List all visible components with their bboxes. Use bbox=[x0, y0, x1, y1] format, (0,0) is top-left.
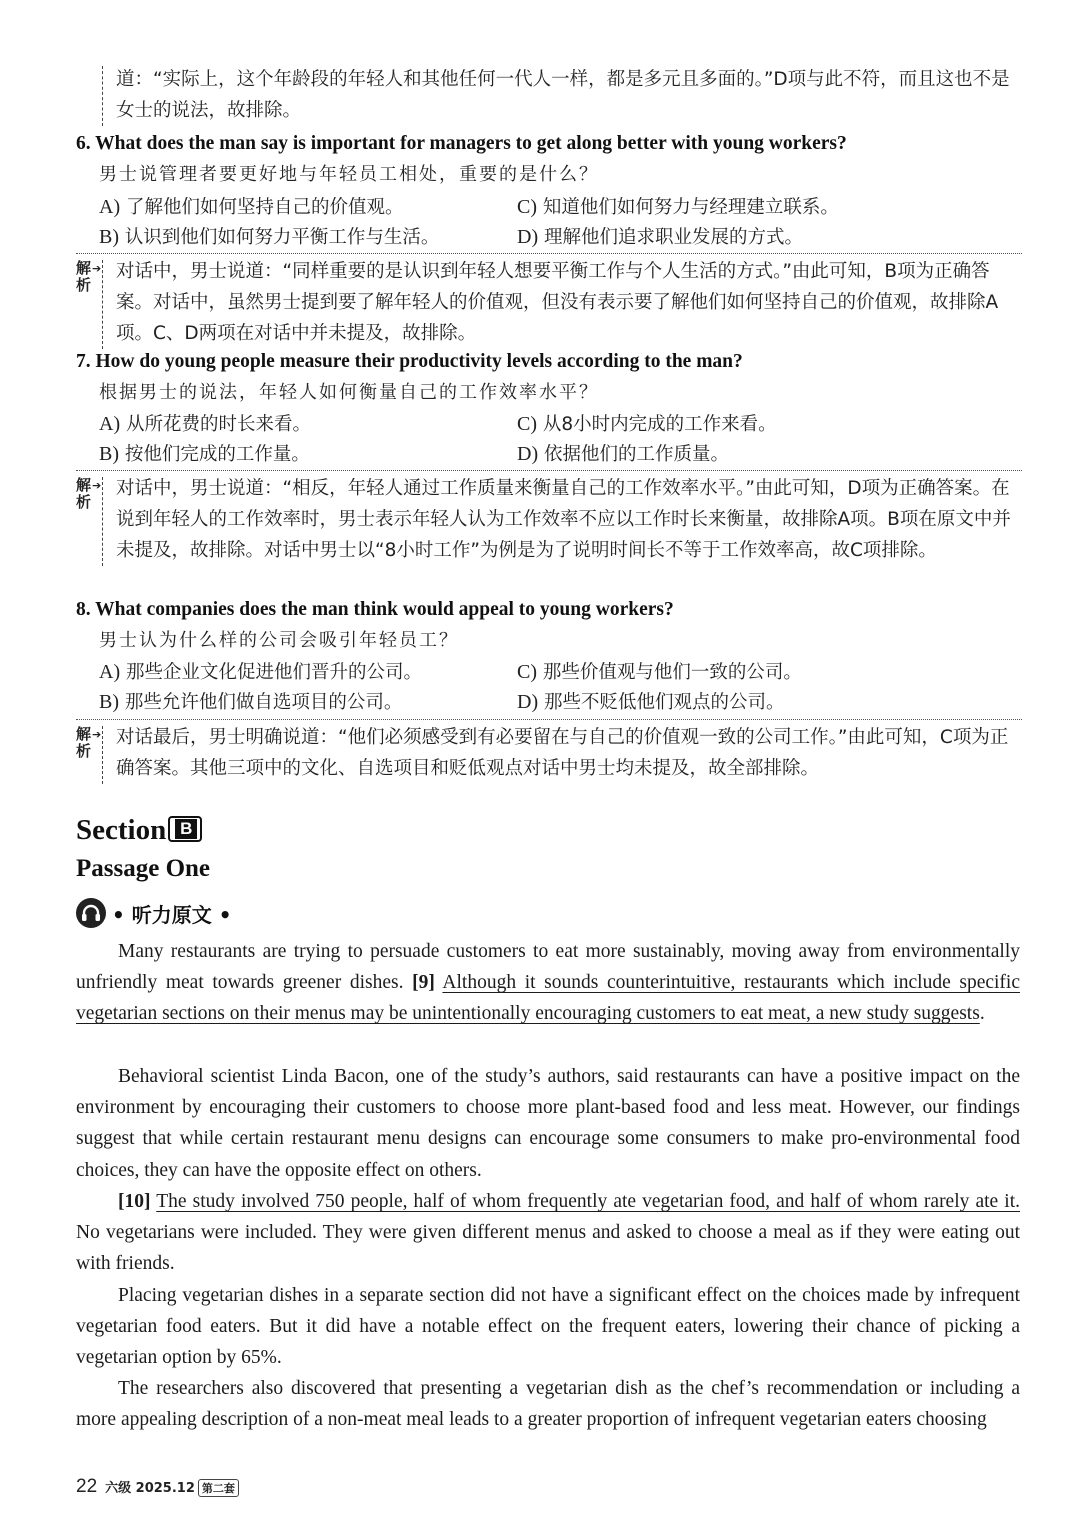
explanation-8 bbox=[76, 719, 1022, 784]
exam-info: 六级 2025.12 bbox=[105, 1481, 195, 1496]
option-8a: A) 那些企业文化促进他们晋升的公司。 bbox=[99, 661, 423, 683]
section-title: Section B bbox=[76, 814, 202, 847]
page-number: 22 bbox=[76, 1476, 98, 1497]
passage-paragraph-4: Placing vegetarian dishes in a separate section did not have a significant effect on the choices made by infrequent vegetarian food eaters. But it did have a notable effect on the frequent eaters, lowering their chance of picking a vegetarian option by 65%. bbox=[76, 1285, 1020, 1369]
arrow-right-icon: ➔ bbox=[92, 479, 102, 492]
explanation-text: 对话中，男士说道：“相反，年轻人通过工作质量来衡量自己的工作效率水平。”由此可知，D项为正确答案。在说到年轻人的工作效率时，男士表示年轻人认为工作效率不应以工作时长来衡量，故排除A项。B项在原文中并未提及，故排除。对话中男士以“8小时工作”为例是为了说明时间长不等于工作效率高，故C项排除。 bbox=[116, 478, 1011, 561]
option-6a: A) 了解他们如何坚持自己的价值观。 bbox=[99, 196, 404, 218]
option-6d: D) 理解他们追求职业发展的方式。 bbox=[517, 226, 804, 248]
explanation-text: 道：“实际上，这个年龄段的年轻人和其他任何一代人一样，都是多元且多面的。”D项与此不符，而且这也不是女士的说法，故排除。 bbox=[116, 69, 1010, 121]
explanation-bar bbox=[102, 66, 103, 126]
question-6: 6. What does the man say is important for managers to get along better with young workers? bbox=[76, 133, 847, 154]
arrow-right-icon: ➔ bbox=[92, 728, 102, 741]
underlined-answer-10: The study involved 750 people, half of whom frequently ate vegetarian food, and half of whom rarely ate it. bbox=[156, 1191, 1020, 1212]
explanation-tag: 解析 ➔ bbox=[76, 476, 102, 511]
arrow-right-icon: ➔ bbox=[92, 262, 102, 275]
question-6-cn: 男士说管理者要更好地与年轻员工相处，重要的是什么？ bbox=[99, 164, 599, 185]
explanation-5-continued bbox=[76, 62, 1022, 126]
listening-heading bbox=[76, 895, 232, 931]
passage-paragraph-5: The researchers also discovered that presenting a vegetarian dish as the chef’s recommendation or including a more appealing description of a non-meat meal leads to a greater proportion of infrequent vegetarian eaters choosing bbox=[76, 1378, 1020, 1431]
explanation-tag: 解析 ➔ bbox=[76, 259, 102, 294]
option-7b: B) 按他们完成的工作量。 bbox=[99, 443, 310, 465]
explanation-text: 对话最后，男士明确说道：“他们必须感受到有必要留在与自己的价值观一致的公司工作。”由此可知，C项为正确答案。其他三项中的文化、自选项目和贬低观点对话中男士均未提及，故全部排除。 bbox=[116, 727, 1009, 779]
explanation-bar bbox=[102, 726, 103, 784]
option-7d: D) 依据他们的工作质量。 bbox=[517, 443, 730, 465]
option-8b: B) 那些允许他们做自选项目的公司。 bbox=[99, 691, 403, 713]
option-8d: D) 那些不贬低他们观点的公司。 bbox=[517, 691, 785, 713]
question-8-cn: 男士认为什么样的公司会吸引年轻员工？ bbox=[99, 630, 459, 651]
option-7c: C) 从8小时内完成的工作来看。 bbox=[517, 413, 777, 435]
option-7a: A) 从所花费的时长来看。 bbox=[99, 413, 312, 435]
explanation-7 bbox=[76, 470, 1022, 566]
question-8: 8. What companies does the man think would appeal to young workers? bbox=[76, 599, 674, 620]
listening-label: • 听力原文 • bbox=[112, 902, 232, 927]
page-footer bbox=[76, 1476, 239, 1498]
headphones-icon bbox=[76, 898, 106, 928]
passage-title: Passage One bbox=[76, 855, 211, 882]
option-6c: C) 知道他们如何努力与经理建立联系。 bbox=[517, 196, 839, 218]
passage-paragraph-2: Behavioral scientist Linda Bacon, one of the study’s authors, said restaurants can have a positive impact on the environment by encouraging their customers to choose more plant-based food and less meat. However, our findings suggest that while certain restaurant menu designs can encourage some consumers to make pro-environmental food choices, they can have the opposite effect on others. bbox=[76, 1066, 1020, 1181]
explanation-bar bbox=[102, 260, 103, 349]
passage-paragraph-1: Many restaurants are trying to persuade customers to eat more sustainably, moving away from environmentally unfriendly meat towards greener dishes. [9] Although it sounds counterintuitive, restaurants which include specific vegetarian sections on their menus may be unintentionally encouraging customers to eat meat, a new study suggests. bbox=[76, 941, 1020, 1025]
option-8c: C) 那些价值观与他们一致的公司。 bbox=[517, 661, 802, 683]
underlined-answer-9: Although it sounds counterintuitive, restaurants which include specific vegetarian sections on their menus may be unintentionally encouraging customers to eat meat, a new study suggests bbox=[76, 972, 1020, 1025]
question-7: 7. How do young people measure their productivity levels according to the man? bbox=[76, 351, 743, 372]
option-6b: B) 认识到他们如何努力平衡工作与生活。 bbox=[99, 226, 440, 248]
question-7-cn: 根据男士的说法，年轻人如何衡量自己的工作效率水平？ bbox=[99, 382, 599, 403]
set-label: 第二套 bbox=[198, 1479, 239, 1497]
section-b-badge: B bbox=[168, 816, 202, 842]
explanation-text: 对话中，男士说道：“同样重要的是认识到年轻人想要平衡工作与个人生活的方式。”由此可知，B项为正确答案。对话中，虽然男士提到要了解年轻人的价值观，但没有表示要了解他们如何坚持自己的价值观，故排除A项。C、D两项在对话中并未提及，故排除。 bbox=[116, 261, 999, 344]
explanation-bar bbox=[102, 477, 103, 566]
explanation-6 bbox=[76, 253, 1022, 349]
passage-paragraph-3: [10] The study involved 750 people, half of whom frequently ate vegetarian food, and half of whom rarely ate it. No vegetarians were included. They were given different menus and asked to choose a meal as if they were eating out with friends. bbox=[76, 1191, 1020, 1275]
explanation-tag: 解析 ➔ bbox=[76, 725, 102, 760]
